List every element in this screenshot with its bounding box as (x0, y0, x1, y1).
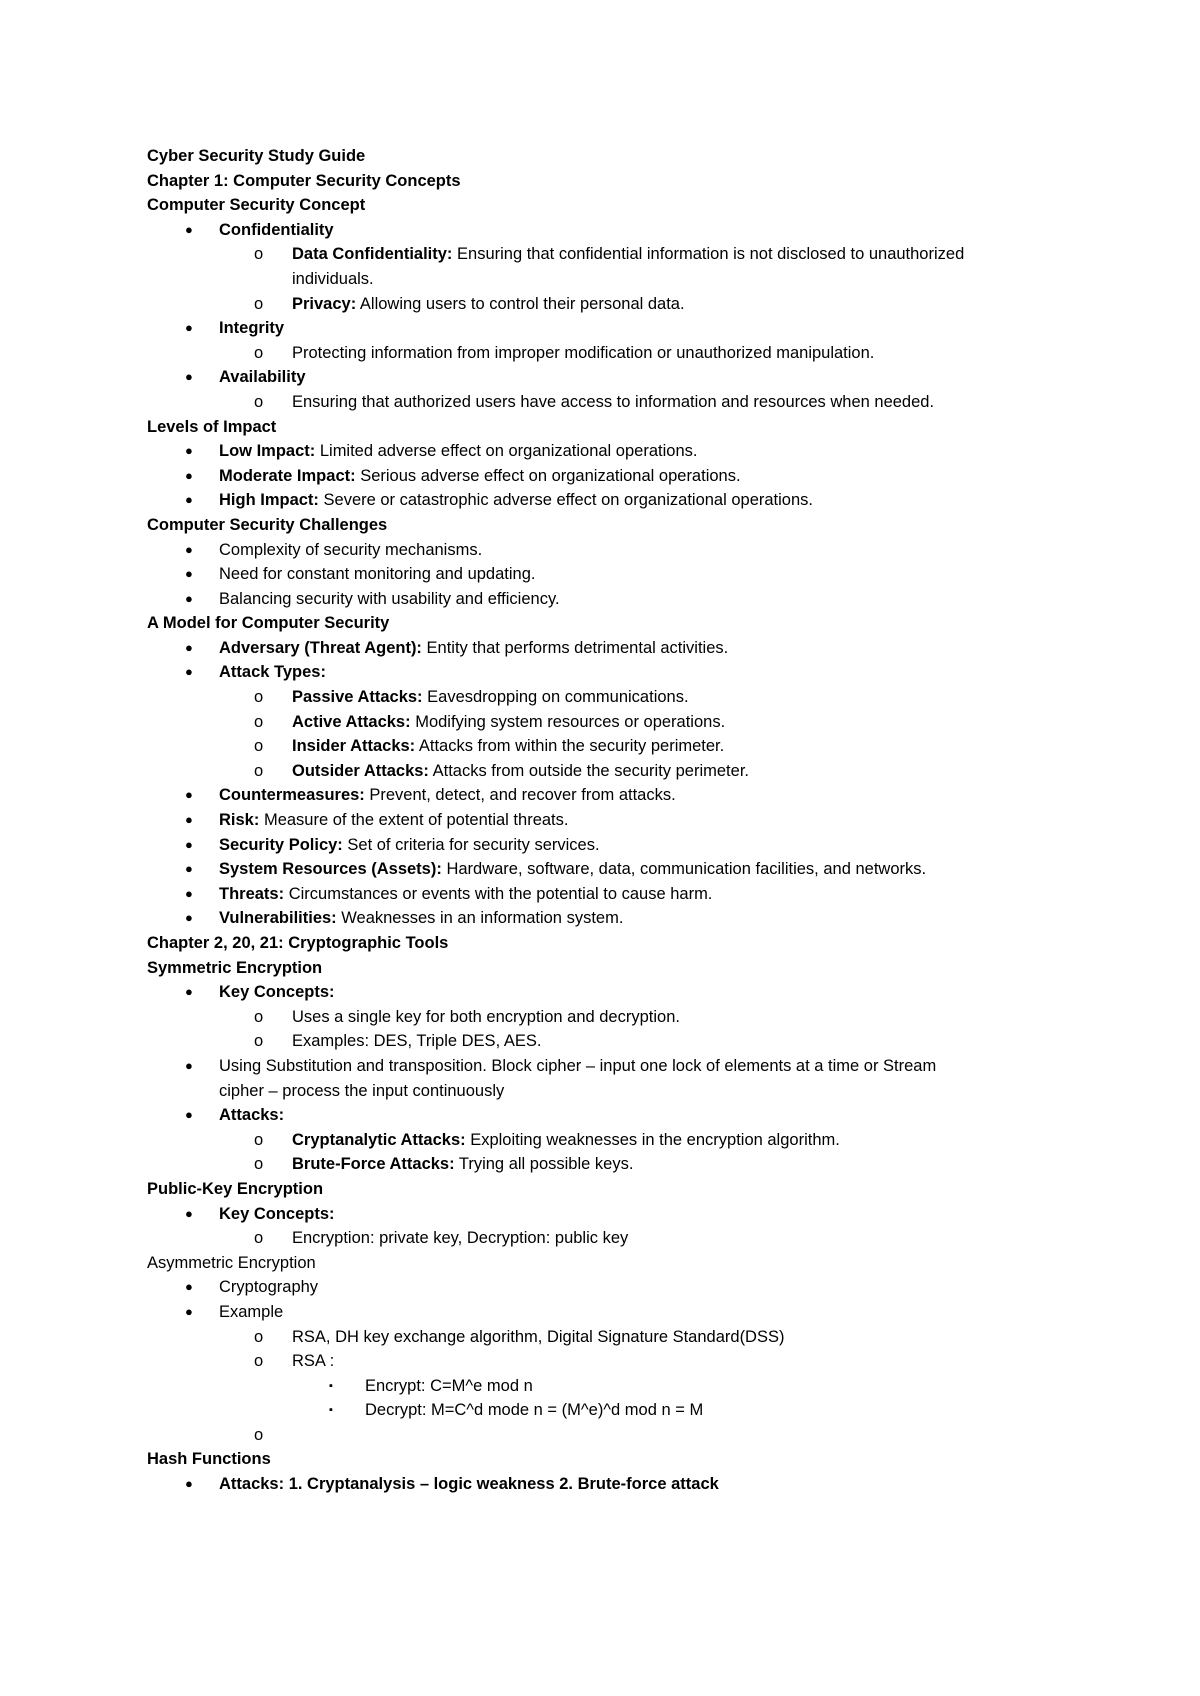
bullet-icon: ● (185, 885, 193, 901)
circle-bullet-icon: o (254, 1229, 264, 1248)
list-item (147, 390, 1047, 415)
list-item (147, 242, 1047, 267)
list-item-text: Circumstances or events with the potential to cause harm. (284, 884, 713, 903)
list-item-text: Weaknesses in an information system. (336, 909, 624, 928)
list-item (147, 734, 1047, 759)
list-item (147, 439, 1047, 464)
list-item-text: Limited adverse effect on organizational operations. (315, 442, 698, 461)
heading-text: A Model for Computer Security (147, 614, 390, 633)
list-item-text: Modifying system resources or operations. (410, 712, 726, 731)
bullet-icon: ● (185, 492, 193, 508)
list-item-text: individuals. (292, 269, 374, 288)
list-item-text: Trying all possible keys. (454, 1155, 634, 1174)
circle-bullet-icon: o (254, 688, 264, 707)
list-item-term: Integrity (219, 319, 285, 338)
bullet-icon: ● (185, 320, 193, 336)
list-item (147, 759, 1047, 784)
list-item (147, 783, 1047, 808)
list-item-term: Availability (219, 368, 306, 387)
list-item-text: Entity that performs detrimental activities. (421, 638, 729, 657)
list-item-term: High Impact: (219, 491, 319, 510)
bullet-icon: ● (185, 1476, 193, 1492)
bullet-icon: ● (185, 984, 193, 1000)
list-item (147, 341, 1047, 366)
list-item (147, 710, 1047, 735)
list-item (147, 906, 1047, 931)
list-item-text: Measure of the extent of potential threats. (259, 811, 569, 830)
bullet-icon: ● (185, 664, 193, 680)
bullet-icon: ● (185, 443, 193, 459)
bullet-icon: ● (185, 541, 193, 557)
heading-text: Symmetric Encryption (147, 958, 323, 977)
list-item (147, 365, 1047, 390)
circle-bullet-icon: o (254, 761, 264, 780)
list-item (147, 464, 1047, 489)
list-item-text: Attacks from outside the security perimeter. (428, 761, 749, 780)
list-item (147, 980, 1047, 1005)
list-item (147, 833, 1047, 858)
heading-line (147, 1251, 1047, 1276)
bullet-icon: ● (185, 1057, 193, 1073)
heading-line (147, 415, 1047, 440)
list-item-text: Eavesdropping on communications. (422, 688, 689, 707)
list-item (147, 538, 1047, 563)
heading-line (147, 193, 1047, 218)
circle-bullet-icon: o (254, 1155, 264, 1174)
bullet-icon: ● (185, 861, 193, 877)
list-item (147, 218, 1047, 243)
list-item (147, 1472, 1047, 1497)
list-item-text: Encryption: private key, Decryption: public key (292, 1229, 629, 1248)
circle-bullet-icon: o (254, 1032, 264, 1051)
list-item-term: Attacks: 1. Cryptanalysis – logic weakness 2. Brute-force attack (219, 1475, 719, 1494)
list-item (147, 1300, 1047, 1325)
heading-line (147, 611, 1047, 636)
list-item-text: Cryptography (219, 1278, 319, 1297)
circle-bullet-icon: o (254, 1130, 264, 1149)
heading-text: Chapter 1: Computer Security Concepts (147, 171, 461, 190)
heading-line (147, 1177, 1047, 1202)
list-item-term: Privacy: (292, 294, 357, 313)
list-item-term: Cryptanalytic Attacks: (292, 1130, 466, 1149)
list-item-text: Prevent, detect, and recover from attacks. (364, 786, 676, 805)
bullet-icon: ● (185, 1107, 193, 1123)
list-item (147, 636, 1047, 661)
list-item-text: Protecting information from improper modification or unauthorized manipulation. (292, 343, 875, 362)
bullet-icon: ● (185, 812, 193, 828)
list-item-text: Balancing security with usability and efficiency. (219, 589, 560, 608)
list-item (147, 660, 1047, 685)
list-item-term: Confidentiality (219, 220, 334, 239)
list-item-text: Complexity of security mechanisms. (219, 540, 483, 559)
heading-text: Public-Key Encryption (147, 1179, 324, 1198)
list-item (147, 1275, 1047, 1300)
heading-text: Asymmetric Encryption (147, 1253, 316, 1272)
bullet-icon: ● (185, 639, 193, 655)
bullet-icon: ● (185, 590, 193, 606)
bullet-icon: ● (185, 1205, 193, 1221)
bullet-icon: ● (185, 910, 193, 926)
circle-bullet-icon: o (254, 392, 264, 411)
bullet-icon: ● (185, 369, 193, 385)
document-body (147, 144, 1047, 1497)
list-item-term: Vulnerabilities: (219, 909, 337, 928)
list-item-term: Adversary (Threat Agent): (219, 638, 422, 657)
list-item-text: Hardware, software, data, communication facilities, and networks. (441, 860, 927, 879)
square-bullet-icon: ▪ (329, 1404, 333, 1417)
list-item-text: Examples: DES, Triple DES, AES. (292, 1032, 542, 1051)
list-item-term: Active Attacks: (292, 712, 411, 731)
list-item (147, 1103, 1047, 1128)
heading-text: Chapter 2, 20, 21: Cryptographic Tools (147, 934, 449, 952)
list-item (147, 1398, 1047, 1423)
bullet-icon: ● (185, 566, 193, 582)
circle-bullet-icon: o (254, 737, 264, 756)
list-item-text: RSA : (292, 1352, 335, 1371)
list-item (147, 587, 1047, 612)
list-item (147, 1202, 1047, 1227)
list-item (147, 1325, 1047, 1350)
list-item (147, 1374, 1047, 1399)
heading-text: Cyber Security Study Guide (147, 147, 366, 165)
circle-bullet-icon: o (254, 1327, 264, 1346)
heading-line (147, 144, 1047, 169)
list-item-term: Attacks: (219, 1106, 285, 1125)
bullet-icon: ● (185, 1279, 193, 1295)
list-item (147, 685, 1047, 710)
list-item (147, 1029, 1047, 1054)
heading-line (147, 1447, 1047, 1472)
list-item (147, 1423, 1047, 1448)
bullet-icon: ● (185, 787, 193, 803)
list-item-term: Passive Attacks: (292, 688, 423, 707)
list-item-text: Need for constant monitoring and updating. (219, 565, 536, 584)
list-item (147, 1005, 1047, 1030)
list-item-text: RSA, DH key exchange algorithm, Digital Signature Standard(DSS) (292, 1327, 785, 1346)
list-item-text: Ensuring that authorized users have access to information and resources when needed. (292, 392, 935, 411)
list-item-text: Uses a single key for both encryption and decryption. (292, 1007, 680, 1026)
list-item-text: Using Substitution and transposition. Block cipher – input one lock of elements at a time or Stream (219, 1056, 937, 1075)
list-item (147, 562, 1047, 587)
heading-text: Hash Functions (147, 1450, 271, 1469)
list-item-term: Brute-Force Attacks: (292, 1155, 455, 1174)
list-item (147, 1128, 1047, 1153)
circle-bullet-icon: o (254, 1352, 264, 1371)
list-item-text: Severe or catastrophic adverse effect on organizational operations. (318, 491, 813, 510)
continuation-line (147, 1079, 1047, 1104)
list-item (147, 1152, 1047, 1177)
circle-bullet-icon: o (254, 245, 264, 264)
list-item-text: Attacks from within the security perimeter. (415, 737, 725, 756)
list-item-term: Outsider Attacks: (292, 761, 429, 780)
list-item-term: Security Policy: (219, 835, 343, 854)
list-item (147, 316, 1047, 341)
list-item-text: Ensuring that confidential information is not disclosed to unauthorized (452, 245, 965, 264)
circle-bullet-icon: o (254, 294, 264, 313)
list-item (147, 1054, 1047, 1079)
list-item-term: Threats: (219, 884, 285, 903)
list-item-text: Decrypt: M=C^d mode n = (M^e)^d mod n = M (365, 1401, 704, 1420)
list-item (147, 292, 1047, 317)
list-item-term: Countermeasures: (219, 786, 365, 805)
bullet-icon: ● (185, 467, 193, 483)
heading-line (147, 931, 1047, 956)
bullet-icon: ● (185, 836, 193, 852)
list-item-text: Set of criteria for security services. (342, 835, 600, 854)
list-item-term: Key Concepts: (219, 1204, 335, 1223)
list-item (147, 857, 1047, 882)
list-item-term: Moderate Impact: (219, 466, 356, 485)
continuation-line (147, 267, 1047, 292)
list-item-text: Serious adverse effect on organizational operations. (355, 466, 741, 485)
square-bullet-icon: ▪ (329, 1379, 333, 1392)
list-item-text: Allowing users to control their personal data. (356, 294, 685, 313)
heading-text: Levels of Impact (147, 417, 277, 436)
circle-bullet-icon: o (254, 712, 264, 731)
list-item-term: System Resources (Assets): (219, 860, 442, 879)
bullet-icon: ● (185, 1303, 193, 1319)
circle-bullet-icon: o (254, 1007, 264, 1026)
list-item-term: Attack Types: (219, 663, 326, 682)
circle-bullet-icon: o (254, 343, 264, 362)
list-item-text: Exploiting weaknesses in the encryption algorithm. (465, 1130, 840, 1149)
list-item-text: cipher – process the input continuously (219, 1081, 505, 1100)
list-item-term: Risk: (219, 811, 260, 830)
list-item-text: Example (219, 1302, 284, 1321)
heading-line (147, 956, 1047, 981)
circle-bullet-icon: o (254, 1425, 264, 1444)
list-item (147, 882, 1047, 907)
list-item (147, 1226, 1047, 1251)
heading-text: Computer Security Concept (147, 196, 366, 215)
list-item (147, 808, 1047, 833)
list-item-text: Encrypt: C=M^e mod n (365, 1376, 533, 1395)
bullet-icon: ● (185, 221, 193, 237)
heading-text: Computer Security Challenges (147, 515, 388, 534)
list-item-term: Insider Attacks: (292, 737, 416, 756)
list-item-term: Data Confidentiality: (292, 245, 453, 264)
heading-line (147, 513, 1047, 538)
list-item-term: Low Impact: (219, 442, 316, 461)
list-item-term: Key Concepts: (219, 983, 335, 1002)
heading-line (147, 169, 1047, 194)
list-item (147, 1349, 1047, 1374)
list-item (147, 488, 1047, 513)
